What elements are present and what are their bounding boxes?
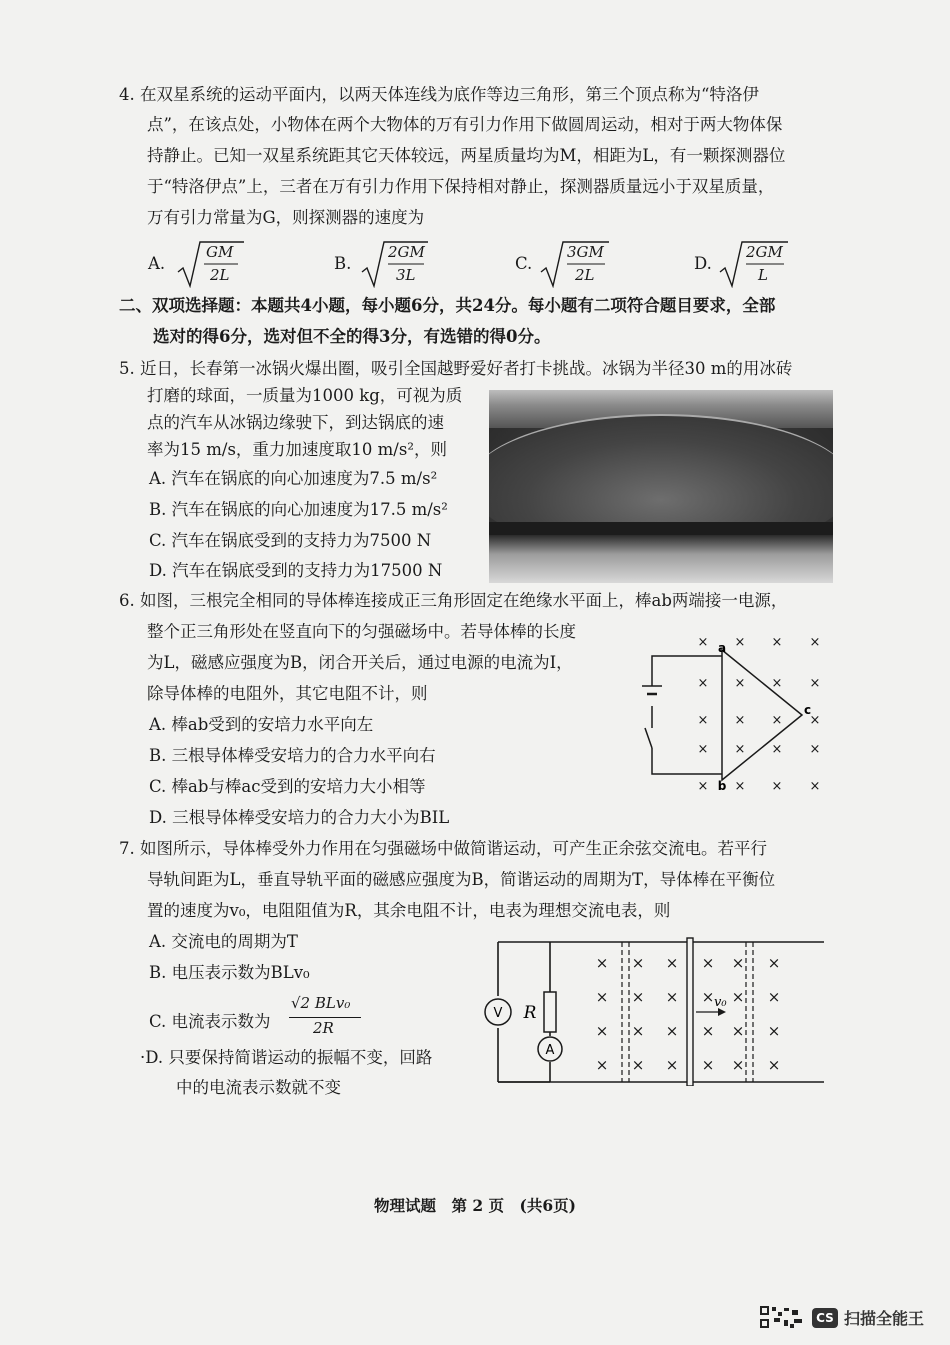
- q7-option-c-num: √2 BLv₀: [291, 994, 351, 1012]
- scanner-logo-icon: CS: [812, 1308, 838, 1328]
- q7-option-d-line-1[interactable]: ·D. 只要保持简谐运动的振幅不变，回路: [140, 1048, 433, 1067]
- q4-option-d[interactable]: [694, 240, 804, 290]
- q5-line-4: 率为15 m/s，重力加速度取10 m/s²，则: [147, 440, 447, 459]
- q6-option-b[interactable]: B. 三根导体棒受安培力的合力水平向右: [149, 746, 436, 765]
- field-cross: ×: [767, 988, 781, 1006]
- q4-option-c[interactable]: [515, 240, 625, 290]
- scanner-watermark: 扫描全能王: [844, 1309, 925, 1328]
- q7-rail-figure: [484, 936, 829, 1086]
- q7-option-c-prefix: C. 电流表示数为: [149, 1012, 271, 1031]
- q4-option-b-num: 2GM: [388, 243, 425, 261]
- field-cross: ×: [701, 954, 715, 972]
- q7-conductor-rod: [687, 938, 693, 1086]
- q4-option-b-den: 3L: [396, 266, 416, 284]
- field-cross: ×: [771, 779, 783, 794]
- field-cross: ×: [701, 1022, 715, 1040]
- field-cross: ×: [809, 713, 821, 728]
- q5-line-3: 点的汽车从冰锅边缘驶下，到达锅底的速: [147, 413, 444, 432]
- field-cross: ×: [771, 635, 783, 650]
- section2-heading-2: 选对的得6分，选对但不全的得3分，有选错的得0分。: [153, 327, 551, 346]
- field-cross: ×: [734, 742, 746, 757]
- field-cross: ×: [771, 713, 783, 728]
- q7-line-1: 7. 如图所示，导体棒受外力作用在匀强磁场中做简谐运动，可产生正余弦交流电。若平行: [119, 839, 767, 858]
- q6-line-1: 6. 如图，三根完全相同的导体棒连接成正三角形固定在绝缘水平面上，棒ab两端接一电源，: [119, 591, 788, 610]
- q4-option-a-label: A.: [148, 254, 166, 273]
- field-cross: ×: [631, 954, 645, 972]
- section2-heading-1: 二、双项选择题：本题共4小题，每小题6分，共24分。每小题有二项符合题目要求，全部: [119, 296, 776, 315]
- q4-line-2: 点”，在该点处，小物体在两个大物体的万有引力作用下做圆周运动，相对于两大物体保: [147, 115, 783, 134]
- q6-label-a: a: [717, 641, 727, 655]
- field-cross: ×: [697, 742, 709, 757]
- field-cross: ×: [771, 742, 783, 757]
- q6-wire-lower: [652, 748, 722, 774]
- q5-option-a[interactable]: A. 汽车在锅底的向心加速度为7.5 m/s²: [149, 469, 438, 488]
- photo-track: [489, 522, 833, 536]
- field-cross: ×: [701, 1056, 715, 1074]
- field-cross: ×: [665, 954, 679, 972]
- field-cross: ×: [595, 954, 609, 972]
- q6-option-a[interactable]: A. 棒ab受到的安培力水平向左: [149, 715, 374, 734]
- q7-option-d-line-2: 中的电流表示数就不变: [176, 1078, 341, 1097]
- q7-line-3: 置的速度为v₀，电阻阻值为R，其余电阻不计，电表为理想交流电表，则: [147, 901, 671, 920]
- q6-line-2: 整个正三角形处在竖直向下的匀强磁场中。若导体棒的长度: [147, 622, 576, 641]
- q4-option-b[interactable]: [334, 240, 444, 290]
- qr-code-icon: [760, 1306, 804, 1328]
- field-cross: ×: [734, 635, 746, 650]
- q4-line-3: 持静止。已知一双星系统距其它天体较远，两星质量均为M，相距为L，有一颗探测器位: [147, 146, 786, 165]
- q7-option-c-den: 2R: [313, 1019, 334, 1037]
- q7-velocity-label: v₀: [714, 995, 727, 1010]
- field-cross: ×: [631, 1056, 645, 1074]
- q6-battery: [642, 686, 662, 694]
- field-cross: ×: [731, 954, 745, 972]
- q6-line-4: 除导体棒的电阻外，其它电阻不计，则: [147, 684, 428, 703]
- field-cross: ×: [665, 1022, 679, 1040]
- q6-wire-top: [652, 656, 722, 686]
- q5-option-c[interactable]: C. 汽车在锅底受到的支持力为7500 N: [149, 531, 432, 550]
- q6-option-c[interactable]: C. 棒ab与棒ac受到的安培力大小相等: [149, 777, 426, 796]
- field-cross: ×: [595, 1056, 609, 1074]
- q5-option-b[interactable]: B. 汽车在锅底的向心加速度为17.5 m/s²: [149, 500, 448, 519]
- q6-label-b: b: [717, 779, 727, 793]
- field-cross: ×: [809, 742, 821, 757]
- field-cross: ×: [697, 676, 709, 691]
- q6-option-d[interactable]: D. 三根导体棒受安培力的合力大小为BIL: [149, 808, 450, 827]
- field-cross: ×: [767, 1022, 781, 1040]
- q4-line-1: 4. 在双星系统的运动平面内，以两天体连线为底作等边三角形，第三个顶点称为“特洛伊: [119, 85, 759, 104]
- q6-circuit-figure: [640, 628, 840, 798]
- field-cross: ×: [767, 954, 781, 972]
- q7-ammeter-label: A: [545, 1043, 555, 1058]
- field-cross: ×: [734, 779, 746, 794]
- q7-resistor-label: R: [523, 1003, 537, 1023]
- field-cross: ×: [809, 779, 821, 794]
- q4-option-d-num: 2GM: [746, 243, 783, 261]
- q4-line-5: 万有引力常量为G，则探测器的速度为: [147, 208, 425, 227]
- q5-line-1: 5. 近日，长春第一冰锅火爆出圈，吸引全国越野爱好者打卡挑战。冰锅为半径30 m的用冰砖: [119, 359, 793, 378]
- q7-fraction-bar: [289, 1017, 361, 1018]
- q5-option-d[interactable]: D. 汽车在锅底受到的支持力为17500 N: [149, 561, 443, 580]
- field-cross: ×: [697, 635, 709, 650]
- field-cross: ×: [731, 988, 745, 1006]
- field-cross: ×: [734, 676, 746, 691]
- field-cross: ×: [809, 635, 821, 650]
- q6-label-c: c: [804, 703, 812, 717]
- field-cross: ×: [771, 676, 783, 691]
- q4-option-a-den: 2L: [210, 266, 230, 284]
- q4-option-d-label: D.: [694, 254, 712, 273]
- field-cross: ×: [731, 1056, 745, 1074]
- q4-option-d-den: L: [758, 266, 768, 284]
- q4-option-a-num: GM: [206, 243, 234, 261]
- field-cross: ×: [665, 988, 679, 1006]
- field-cross: ×: [631, 988, 645, 1006]
- q4-option-a[interactable]: [148, 240, 258, 290]
- q7-resistor: [544, 992, 556, 1032]
- field-cross: ×: [595, 988, 609, 1006]
- field-cross: ×: [595, 1022, 609, 1040]
- q4-line-4: 于“特洛伊点”上，三者在万有引力作用下保持相对静止，探测器质量远小于双星质量，: [147, 177, 775, 196]
- q7-option-a[interactable]: A. 交流电的周期为T: [149, 932, 298, 951]
- field-cross: ×: [809, 676, 821, 691]
- q7-line-2: 导轨间距为L，垂直导轨平面的磁感应强度为B，简谐运动的周期为T，导体棒在平衡位: [147, 870, 776, 889]
- field-cross: ×: [701, 988, 715, 1006]
- q4-option-c-label: C.: [515, 254, 533, 273]
- field-cross: ×: [665, 1056, 679, 1074]
- q4-option-c-num: 3GM: [567, 243, 604, 261]
- q7-voltmeter-label: V: [493, 1006, 503, 1021]
- q7-option-b[interactable]: B. 电压表示数为BLv₀: [149, 963, 310, 982]
- field-cross: ×: [731, 1022, 745, 1040]
- q5-line-2: 打磨的球面，一质量为1000 kg，可视为质: [147, 386, 463, 405]
- field-cross: ×: [734, 713, 746, 728]
- ice-bowl-photo: [489, 390, 833, 583]
- q6-switch: [645, 728, 652, 748]
- q6-line-3: 为L，磁感应强度为B，闭合开关后，通过电源的电流为I，: [147, 653, 573, 672]
- field-cross: ×: [631, 1022, 645, 1040]
- field-cross: ×: [697, 713, 709, 728]
- q4-option-c-den: 2L: [575, 266, 595, 284]
- photo-snow: [489, 535, 833, 583]
- q7-option-c[interactable]: [149, 994, 379, 1042]
- page-footer: 物理试题 第 2 页 (共6页): [373, 1196, 577, 1215]
- field-cross: ×: [697, 779, 709, 794]
- field-cross: ×: [767, 1056, 781, 1074]
- q4-option-b-label: B.: [334, 254, 352, 273]
